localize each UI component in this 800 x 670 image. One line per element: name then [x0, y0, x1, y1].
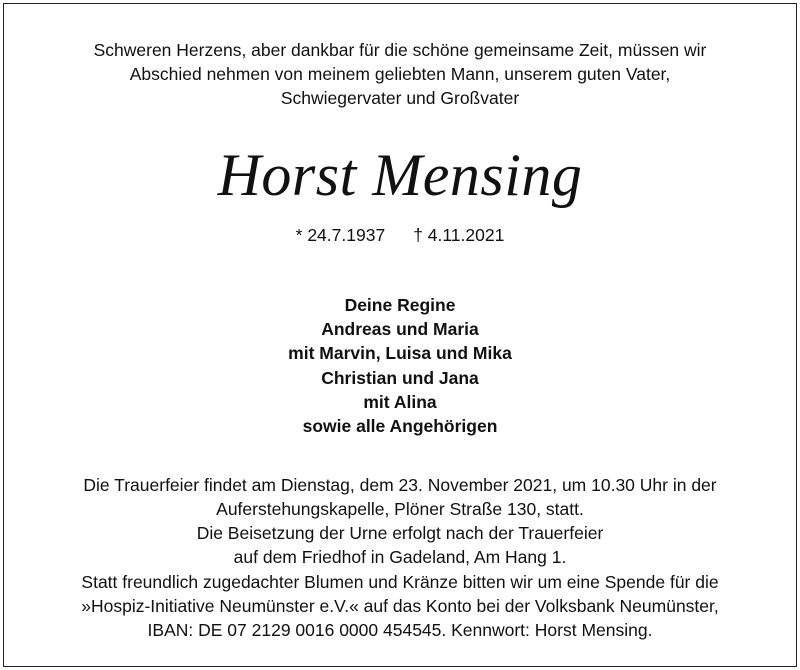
mourners-list [4, 293, 796, 438]
intro-line: Abschied nehmen von meinem geliebten Mann, unserem guten Vater, [129, 64, 671, 84]
mourner-line: Deine Regine [344, 295, 456, 315]
intro-text [4, 38, 796, 110]
service-line: Die Beisetzung der Urne erfolgt nach der Trauerfeier [196, 523, 604, 543]
birth-date: * 24.7.1937 [295, 225, 386, 245]
mourner-line: Christian und Jana [321, 367, 479, 388]
service-line: Die Trauerfeier findet am Dienstag, dem 23. November 2021, um 10.30 Uhr in der [83, 475, 717, 495]
mourner-line: Andreas und Maria [321, 319, 479, 340]
donation-line: Statt freundlich zugedachter Blumen und Kränze bitten wir um eine Spende für die [81, 572, 719, 592]
mourner-line: mit Marvin, Luisa und Mika [288, 343, 512, 364]
death-date: † 4.11.2021 [413, 225, 505, 245]
life-dates [4, 223, 796, 247]
donation-line: IBAN: DE 07 2129 0016 0000 454545. Kennwort: Horst Mensing. [147, 620, 653, 640]
obituary-notice [3, 3, 797, 667]
service-line: auf dem Friedhof in Gadeland, Am Hang 1. [233, 547, 567, 567]
service-line: Auferstehungskapelle, Plöner Straße 130, statt. [216, 499, 584, 519]
intro-line: Schwiegervater und Großvater [280, 88, 520, 108]
deceased-name: Horst Mensing [217, 142, 583, 208]
intro-line: Schweren Herzens, aber dankbar für die schöne gemeinsame Zeit, müssen wir [93, 40, 707, 60]
mourner-line: sowie alle Angehörigen [302, 416, 498, 437]
funeral-service-info [4, 473, 796, 569]
donation-request [4, 570, 796, 642]
donation-line: »Hospiz-Initiative Neumünster e.V.« auf das Konto bei der Volksbank Neumünster, [81, 596, 719, 616]
mourner-line: mit Alina [363, 391, 437, 412]
